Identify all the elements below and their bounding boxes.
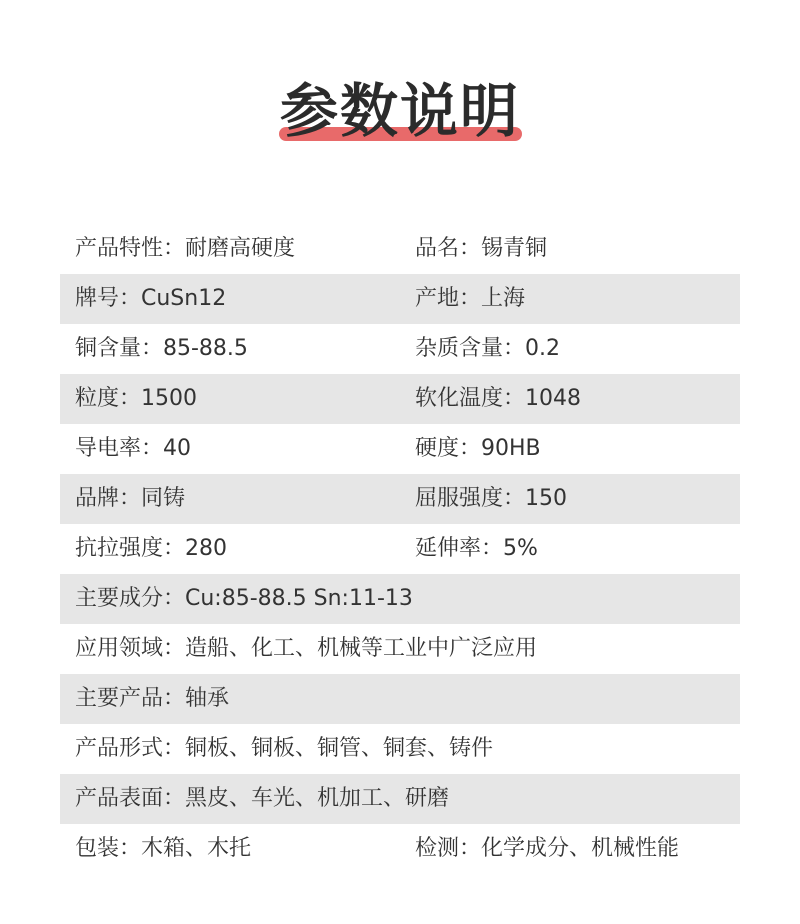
row-right-cell: 屈服强度：150 <box>415 486 567 511</box>
row-right-cell: 软化温度：1048 <box>415 386 581 411</box>
table-row <box>60 824 740 874</box>
row-left-cell: 产品特性：耐磨高硬度 <box>75 236 296 261</box>
row-left-cell: 粒度：1500 <box>75 386 197 411</box>
row-right-cell: 硬度：90HB <box>415 436 541 461</box>
table-row <box>60 324 740 374</box>
table-row <box>60 524 740 574</box>
row-right-cell: 品名：锡青铜 <box>415 236 548 261</box>
row-left-cell: 包装：木箱、木托 <box>75 836 252 861</box>
table-row <box>60 674 740 724</box>
row-left-cell: 应用领域：造船、化工、机械等工业中广泛应用 <box>75 636 538 661</box>
table-row <box>60 274 740 324</box>
row-left-cell: 产品表面：黑皮、车光、机加工、研磨 <box>75 786 450 811</box>
page-title: 参数说明 <box>279 77 520 145</box>
row-left-cell: 主要产品：轴承 <box>75 686 230 711</box>
row-left-cell: 主要成分：Cu:85-88.5 Sn:11-13 <box>75 586 413 611</box>
row-left-cell: 牌号：CuSn12 <box>75 286 227 311</box>
row-left-cell: 铜含量：85-88.5 <box>75 336 248 361</box>
table-row <box>60 724 740 774</box>
row-left-cell: 产品形式：铜板、铜板、铜管、铜套、铸件 <box>75 736 494 761</box>
table-row <box>60 574 740 624</box>
parameter-table <box>60 224 740 874</box>
row-right-cell: 延伸率：5% <box>415 536 538 561</box>
table-row <box>60 624 740 674</box>
row-left-cell: 导电率：40 <box>75 436 191 461</box>
table-row <box>60 224 740 274</box>
table-row <box>60 424 740 474</box>
table-row <box>60 474 740 524</box>
row-right-cell: 杂质含量：0.2 <box>415 336 560 361</box>
table-row <box>60 374 740 424</box>
row-left-cell: 抗拉强度：280 <box>75 536 227 561</box>
row-right-cell: 产地：上海 <box>415 286 526 311</box>
row-left-cell: 品牌：同铸 <box>75 486 186 511</box>
table-row <box>60 774 740 824</box>
row-right-cell: 检测：化学成分、机械性能 <box>415 836 680 861</box>
